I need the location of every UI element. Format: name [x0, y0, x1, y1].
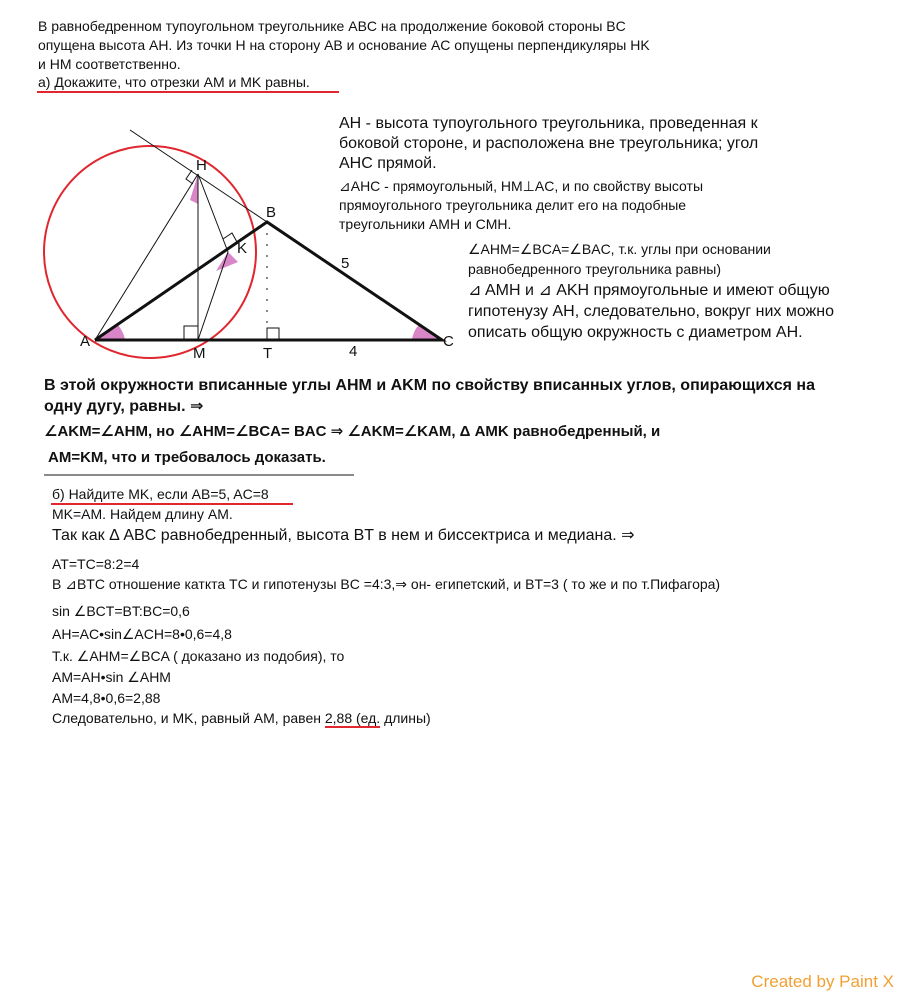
section-divider — [44, 474, 354, 476]
angle-explanation-2: равнобедренного треугольника равны) — [468, 261, 722, 277]
angle-h-fill — [190, 174, 198, 204]
part-b-line-6: AH=AC•sin∠ACH=8•0,6=4,8 — [52, 626, 232, 642]
problem-line-2: опущена высота AH. Из точки H на сторону AB и основание AC опущены перпендикуляры HK — [38, 37, 650, 53]
proof-conclusion-1: ∠AKM=∠AHM, но ∠AHM=∠BCA= BAC ⇒ ∠AKM=∠KAM, Δ AMK равнобедренный, и — [44, 423, 661, 440]
part-a-underline — [37, 91, 339, 93]
circle-explanation-3: описать общую окружность с диаметром AH. — [468, 324, 803, 341]
label-k: K — [237, 240, 248, 257]
final-answer-suffix: длины) — [380, 710, 431, 726]
part-b-underline — [51, 503, 293, 505]
problem-line-1: В равнобедренном тупоугольном треугольнике ABC на продолжение боковой стороны BC — [38, 18, 626, 34]
final-answer-line — [52, 710, 431, 727]
part-b-line-7: Т.к. ∠AHM=∠BCA ( доказано из подобия), то — [52, 648, 345, 664]
small-explanation-3: треугольники AMH и CMH. — [339, 216, 512, 232]
right-explanation-1: AH - высота тупоугольного треугольника, проведенная к — [339, 115, 758, 132]
problem-line-3: и HM соответственно. — [38, 56, 181, 72]
watermark-credit: Created by Paint X — [751, 972, 894, 991]
part-b-line-4: В ⊿BTC отношение каткта TC и гипотенузы BC =4:3,⇒ он- египетский, и BT=3 ( то же и по т.Пифагора) — [52, 576, 721, 592]
small-explanation-1: ⊿AHC - прямоугольный, HM⊥AC, и по свойству высоты — [339, 178, 703, 194]
final-answer-value: 2,88 (ед. — [324, 710, 381, 726]
label-m: M — [193, 345, 206, 362]
part-b-line-8: AM=AH•sin ∠AHM — [52, 669, 171, 685]
label-c: C — [443, 333, 454, 350]
part-b-line-9: AM=4,8•0,6=2,88 — [52, 690, 161, 706]
part-b-line-5: sin ∠BCT=BT:BC=0,6 — [52, 603, 190, 619]
right-angle-t — [267, 328, 279, 340]
segment-ah — [95, 174, 198, 340]
triangle-abc — [95, 222, 442, 340]
label-side-bc: 5 — [341, 255, 350, 272]
right-explanation-2: боковой стороне, и расположена вне треугольника; угол — [339, 135, 759, 152]
right-angle-m — [184, 326, 198, 340]
circle-explanation-1: ⊿ AMH и ⊿ AKH прямоугольные и имеют общую — [468, 282, 830, 299]
angle-explanation-1: ∠AHM=∠BCA=∠BAC, т.к. углы при основании — [468, 241, 771, 257]
proof-line-2: одну дугу, равны. ⇒ — [44, 398, 204, 415]
part-a-statement: а) Докажите, что отрезки AM и MK равны. — [38, 74, 310, 90]
part-b-line-2: Так как Δ ABC равнобедренный, высота BT в нем и биссектриса и медиана. ⇒ — [52, 527, 635, 544]
part-b-line-1: MK=AM. Найдем длину AM. — [52, 506, 233, 522]
part-b-heading: б) Найдите MK, если AB=5, AC=8 — [52, 486, 269, 502]
label-t: T — [263, 345, 273, 362]
proof-conclusion-2: AM=KM, что и требовалось доказать. — [48, 449, 326, 466]
label-b: B — [266, 204, 277, 221]
label-side-tc: 4 — [349, 343, 358, 360]
small-explanation-2: прямоугольного треугольника делит его на подобные — [339, 197, 687, 213]
label-a: A — [80, 333, 91, 350]
label-h: H — [196, 157, 207, 174]
circle-explanation-2: гипотенузу AH, следовательно, вокруг них можно — [468, 303, 834, 320]
right-explanation-3: AHC прямой. — [339, 155, 437, 172]
part-b-line-3: AT=TC=8:2=4 — [52, 556, 140, 572]
proof-line-1: В этой окружности вписанные углы AHM и AKM по свойству вписанных углов, опирающихся на — [44, 377, 815, 394]
right-angle-k — [223, 233, 237, 242]
final-answer-prefix: Следовательно, и MK, равный AM, равен — [52, 710, 325, 726]
